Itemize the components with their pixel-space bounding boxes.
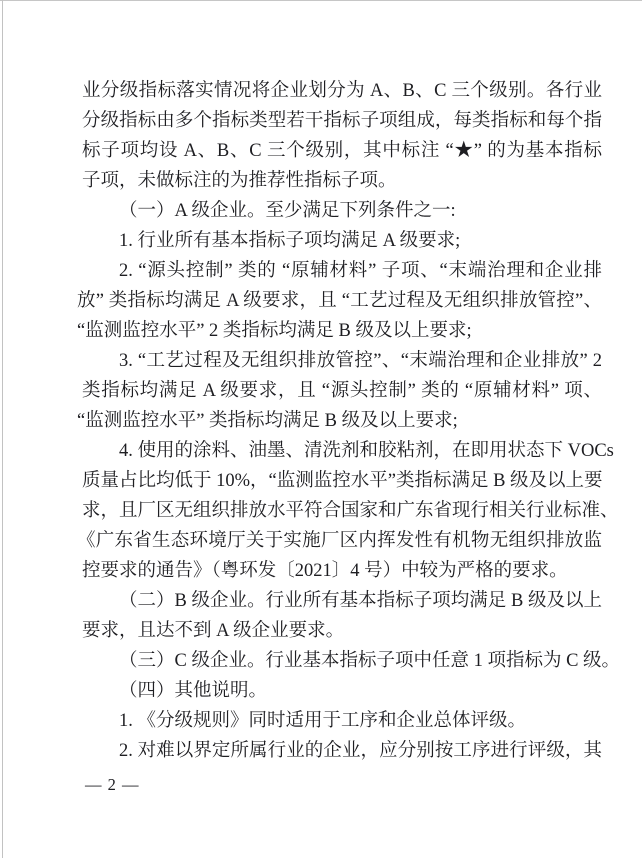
text-line: 业分级指标落实情况将企业划分为 A、B、C 三个级别。各行业	[82, 81, 602, 101]
text-line: 《广东省生态环境厅关于实施厂区内挥发性有机物无组织排放监	[77, 531, 602, 551]
text-line: 2. 对难以界定所属行业的企业，应分别按工序进行评级，其	[119, 741, 602, 761]
text-line: 1. 《分级规则》同时适用于工序和企业总体评级。	[119, 711, 527, 731]
text-line: 放” 类指标均满足 A 级要求，且 “工艺过程及无组织排放管控”、	[77, 291, 602, 311]
text-line: “监测监控水平” 2 类指标均满足 B 级及以上要求;	[77, 321, 472, 341]
text-line: 1. 行业所有基本指标子项均满足 A 级要求;	[119, 231, 461, 251]
scan-edge-left	[2, 0, 3, 858]
body-text-block	[77, 76, 621, 766]
text-line: （一）A 级企业。至少满足下列条件之一:	[119, 201, 456, 221]
text-line: 类指标均满足 A 级要求，且 “源头控制” 类的 “原辅材料” 项、	[82, 381, 602, 401]
text-line: 4. 使用的涂料、油墨、清洗剂和胶粘剂，在即用状态下 VOCs	[119, 441, 614, 461]
scan-edge-top	[0, 0, 642, 1]
text-line: （三）C 级企业。行业基本指标子项中任意 1 项指标为 C 级。	[119, 651, 621, 671]
text-line: “监测监控水平” 类指标均满足 B 级及以上要求;	[77, 411, 458, 431]
text-line: （二）B 级企业。行业所有基本指标子项均满足 B 级及以上	[119, 591, 602, 611]
text-line: 3. “工艺过程及无组织排放管控”、“末端治理和企业排放” 2	[119, 351, 602, 371]
text-line: 子项，未做标注的为推荐性指标子项。	[82, 171, 397, 191]
text-line: 要求，且达不到 A 级企业要求。	[82, 621, 345, 641]
text-line: （四）其他说明。	[119, 681, 268, 701]
text-line: 标子项均设 A、B、C 三个级别，其中标注 “★” 的为基本指标	[82, 141, 602, 161]
text-line: 2. “源头控制” 类的 “原辅材料” 子项、“末端治理和企业排	[119, 261, 602, 281]
text-line: 控要求的通告》（粤环发〔2021〕4 号）中较为严格的要求。	[82, 561, 568, 581]
text-line: 分级指标由多个指标类型若干指标子项组成，每类指标和每个指	[82, 111, 602, 131]
text-line: 质量占比均低于 10%，“监测监控水平”类指标满足 B 级及以上要	[82, 471, 603, 491]
text-line: 求，且厂区无组织排放水平符合国家和广东省现行相关行业标准、	[82, 501, 619, 521]
page-number: — 2 —	[85, 775, 140, 794]
